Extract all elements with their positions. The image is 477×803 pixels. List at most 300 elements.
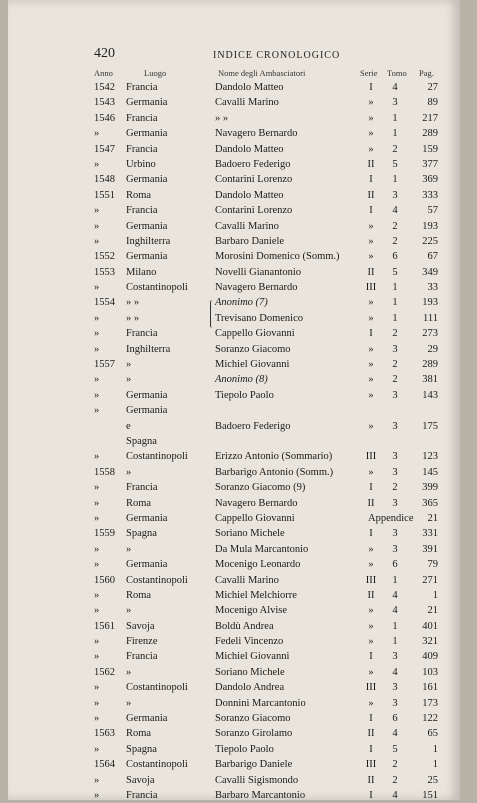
table-row (8, 126, 460, 141)
cell-amb: Soranzo Giacomo (215, 713, 291, 725)
cell-luogo: Germania (126, 251, 168, 263)
cell-tomo: 3 (392, 189, 398, 201)
cell-pag: 29 (427, 343, 438, 355)
cell-luogo: Costantinopoli (126, 282, 188, 294)
cell-tomo: 3 (392, 528, 398, 540)
book-page (8, 0, 460, 800)
cell-anno: » (94, 235, 100, 247)
cell-serie: I (369, 651, 373, 663)
cell-amb: Soriano Michele (215, 528, 285, 540)
cell-pag: 1 (432, 743, 438, 755)
cell-serie: I (369, 174, 373, 186)
cell-pag: 161 (422, 682, 438, 694)
cell-tomo: 1 (392, 574, 398, 586)
cell-anno: » (94, 589, 100, 601)
cell-serie: » (368, 466, 374, 478)
cell-luogo: Germania (126, 97, 168, 109)
cell-serie: » (368, 666, 374, 678)
cell-anno: » (94, 605, 100, 617)
table-row (8, 557, 460, 572)
cell-luogo: Germania (126, 174, 168, 186)
cell-luogo: Costantinopoli (126, 574, 188, 586)
cell-anno: 1542 (94, 82, 115, 93)
col-header-luogo: Luogo (144, 68, 167, 78)
cell-anno: » (94, 220, 100, 232)
cell-amb: Navagero Bernardo (215, 282, 298, 294)
cell-tomo: 2 (392, 774, 398, 786)
cell-tomo: 1 (392, 128, 398, 140)
cell-anno: » (94, 713, 100, 725)
cell-pag: 122 (422, 713, 438, 725)
cell-luogo: Francia (126, 143, 158, 155)
cell-amb: Barbarigo Daniele (215, 759, 293, 771)
table-row (8, 665, 460, 680)
cell-anno: 1558 (94, 466, 115, 478)
table-row (8, 542, 460, 557)
cell-anno: 1563 (94, 728, 115, 740)
cell-tomo: 5 (392, 266, 398, 278)
table-row (8, 757, 460, 772)
cell-anno: » (94, 497, 100, 509)
cell-anno: » (94, 697, 100, 709)
cell-amb: Cappello Giovanni (215, 512, 295, 524)
cell-amb: Navagero Bernardo (215, 128, 298, 140)
table-row (8, 480, 460, 495)
cell-amb: Badoero Federigo (215, 420, 291, 432)
cell-luogo: Francia (126, 112, 158, 124)
cell-pag: 111 (423, 312, 438, 324)
col-header-anno: Anno (94, 68, 113, 78)
cell-tomo: 3 (392, 651, 398, 663)
cell-luogo: Germania (126, 128, 168, 140)
cell-amb: Michiel Melchiorre (215, 589, 297, 601)
cell-anno: » (94, 343, 100, 355)
table-row (8, 573, 460, 588)
cell-pag: 159 (422, 143, 438, 155)
col-header-ambasciatori: Nome degli Ambasciatori (218, 68, 306, 78)
cell-luogo: Spagna (126, 528, 157, 540)
table-row (8, 203, 460, 218)
cell-amb: Badoero Federigo (215, 158, 291, 170)
cell-tomo: 3 (392, 466, 398, 478)
table-row (8, 234, 460, 249)
cell-pag: 401 (422, 620, 438, 632)
cell-luogo: Germania (126, 220, 168, 232)
cell-amb: Erizzo Antonio (Sommario) (215, 451, 333, 463)
cell-serie: » (368, 389, 374, 401)
cell-anno: 1554 (94, 297, 115, 309)
cell-serie: » (368, 420, 374, 432)
cell-amb: Dandolo Matteo (215, 82, 284, 93)
cell-luogo: Germania (126, 512, 168, 524)
cell-luogo: Urbino (126, 158, 156, 170)
cell-serie: » (368, 312, 374, 324)
cell-serie: » (368, 636, 374, 648)
cell-anno: 1547 (94, 143, 115, 155)
cell-luogo: Germania (126, 559, 168, 571)
table-row (8, 434, 460, 449)
table-row (8, 696, 460, 711)
table-row (8, 295, 460, 310)
cell-serie: I (369, 713, 373, 725)
cell-luogo: » (126, 359, 132, 371)
cell-serie: » (368, 97, 374, 109)
cell-serie: » (368, 343, 374, 355)
cell-amb: Tiepolo Paolo (215, 743, 274, 755)
cell-amb: Donnini Marcantonio (215, 697, 306, 709)
cell-anno: » (94, 328, 100, 340)
cell-amb: Anonimo (7) (215, 297, 268, 309)
cell-anno: 1559 (94, 528, 115, 540)
table-row (8, 357, 460, 372)
table-row (8, 619, 460, 634)
table-row (8, 496, 460, 511)
table-row (8, 142, 460, 157)
cell-luogo: Savoja (126, 620, 155, 632)
cell-luogo: Germania (126, 713, 168, 725)
cell-luogo: » (126, 697, 132, 709)
cell-pag: 21 (427, 512, 438, 524)
cell-serie: » (368, 235, 374, 247)
cell-tomo: 3 (392, 343, 398, 355)
page-number: 420 (94, 46, 115, 61)
cell-anno: 1561 (94, 620, 115, 632)
cell-anno: » (94, 405, 100, 417)
cell-luogo: Francia (126, 651, 158, 663)
cell-tomo: 2 (392, 374, 398, 386)
cell-luogo: » » (126, 297, 140, 309)
cell-luogo: Roma (126, 589, 152, 601)
cell-amb: Michiel Giovanni (215, 359, 290, 371)
cell-pag: 103 (422, 666, 438, 678)
cell-amb: Barbaro Daniele (215, 235, 285, 247)
cell-luogo: Costantinopoli (126, 451, 188, 463)
cell-amb: Cavalli Marino (215, 97, 279, 109)
cell-pag: 321 (422, 636, 438, 648)
cell-anno: » (94, 743, 100, 755)
cell-serie: » (368, 359, 374, 371)
cell-amb: Trevisano Domenico (215, 312, 303, 324)
table-row (8, 649, 460, 664)
cell-serie: I (369, 482, 373, 494)
cell-tomo: 4 (392, 666, 398, 678)
cell-pag: 369 (422, 174, 438, 186)
chronological-index-table (8, 80, 460, 803)
cell-tomo: 2 (392, 220, 398, 232)
cell-serie: » (368, 559, 374, 571)
cell-tomo: 3 (392, 697, 398, 709)
cell-anno: » (94, 128, 100, 140)
cell-anno: » (94, 374, 100, 386)
cell-serie: II (367, 589, 375, 601)
cell-luogo: » (126, 666, 132, 678)
table-row (8, 219, 460, 234)
cell-luogo: Firenze (126, 636, 158, 648)
cell-tomo: 1 (392, 174, 398, 186)
table-row (8, 403, 460, 418)
cell-anno: 1543 (94, 97, 115, 109)
cell-luogo: » (126, 374, 132, 386)
cell-pag: 57 (427, 205, 438, 217)
cell-tomo: 1 (392, 112, 398, 124)
cell-serie: » (368, 220, 374, 232)
cell-luogo: Germania (126, 405, 168, 417)
cell-pag: 193 (422, 220, 438, 232)
cell-pag: 143 (422, 389, 438, 401)
cell-luogo: Roma (126, 189, 152, 201)
cell-luogo: » (126, 543, 132, 555)
cell-tomo: 4 (392, 589, 398, 601)
table-row (8, 111, 460, 126)
cell-serie: » (368, 620, 374, 632)
cell-amb: Barbaro Marcantonio (215, 789, 306, 801)
cell-pag: 173 (422, 697, 438, 709)
cell-tomo: 3 (392, 682, 398, 694)
cell-tomo: 6 (392, 559, 398, 571)
cell-luogo: Francia (126, 82, 158, 93)
table-row (8, 588, 460, 603)
cell-tomo: 3 (392, 420, 398, 432)
cell-pag: 33 (427, 282, 438, 294)
cell-tomo: 2 (392, 482, 398, 494)
cell-serie: III (365, 574, 377, 586)
table-row (8, 742, 460, 757)
cell-luogo: Spagna (126, 743, 157, 755)
table-row (8, 372, 460, 387)
cell-tomo: 4 (392, 205, 398, 217)
table-row (8, 388, 460, 403)
cell-pag: 289 (422, 128, 438, 140)
cell-amb: Dandolo Andrea (215, 682, 285, 694)
cell-tomo: 6 (392, 251, 398, 263)
cell-serie: III (365, 682, 377, 694)
cell-tomo: 4 (392, 82, 398, 93)
cell-anno: 1553 (94, 266, 115, 278)
cell-tomo: 4 (392, 605, 398, 617)
table-row (8, 265, 460, 280)
cell-luogo: Costantinopoli (126, 682, 188, 694)
cell-serie: » (368, 297, 374, 309)
cell-serie: II (367, 728, 375, 740)
cell-amb: Soriano Michele (215, 666, 285, 678)
cell-luogo: Francia (126, 482, 158, 494)
cell-amb: Cavalli Marino (215, 220, 279, 232)
cell-anno: » (94, 789, 100, 801)
cell-tomo: 3 (392, 451, 398, 463)
cell-pag: 27 (427, 82, 438, 93)
cell-tomo: 2 (392, 235, 398, 247)
cell-serie: III (365, 759, 377, 771)
cell-amb: Soranzo Giacomo (215, 343, 291, 355)
cell-pag: 175 (422, 420, 438, 432)
cell-luogo: Spagna (126, 435, 157, 447)
cell-serie: » (368, 543, 374, 555)
cell-luogo: Roma (126, 728, 152, 740)
table-row (8, 188, 460, 203)
cell-pag: 377 (422, 158, 438, 170)
cell-anno: » (94, 543, 100, 555)
cell-amb: Cavalli Marino (215, 574, 279, 586)
cell-amb: Contarini Lorenzo (215, 205, 293, 217)
col-header-serie: Serie (360, 68, 378, 78)
cell-tomo: 3 (392, 97, 398, 109)
cell-serie: » (368, 251, 374, 263)
cell-tomo: 5 (392, 158, 398, 170)
cell-amb: Contarini Lorenzo (215, 174, 293, 186)
cell-tomo: 3 (392, 543, 398, 555)
table-row (8, 95, 460, 110)
cell-pag: 399 (422, 482, 438, 494)
cell-tomo: 3 (392, 389, 398, 401)
cell-luogo: » (126, 466, 132, 478)
cell-serie: II (367, 774, 375, 786)
cell-amb: Michiel Giovanni (215, 651, 290, 663)
cell-serie: I (369, 789, 373, 801)
running-head: INDICE CRONOLOGICO (213, 50, 341, 61)
cell-pag: 217 (422, 112, 438, 124)
table-row (8, 773, 460, 788)
table-row (8, 249, 460, 264)
cell-amb: Anonimo (8) (215, 374, 268, 386)
cell-amb: Fedeli Vincenzo (215, 636, 284, 648)
cell-pag: 391 (422, 543, 438, 555)
cell-anno: 1560 (94, 574, 115, 586)
cell-serie: III (365, 282, 377, 294)
cell-luogo: Costantinopoli (126, 759, 188, 771)
cell-amb: Dandolo Matteo (215, 189, 284, 201)
cell-luogo: e (126, 420, 131, 432)
cell-pag: 21 (427, 605, 438, 617)
cell-anno: 1548 (94, 174, 115, 186)
cell-tomo: 1 (392, 297, 398, 309)
cell-anno: » (94, 389, 100, 401)
cell-luogo: Germania (126, 389, 168, 401)
cell-luogo: Milano (126, 266, 157, 278)
table-row (8, 726, 460, 741)
cell-anno: » (94, 682, 100, 694)
cell-pag: 365 (422, 497, 438, 509)
cell-luogo: Francia (126, 205, 158, 217)
cell-pag: 409 (422, 651, 438, 663)
cell-tomo: 4 (392, 789, 398, 801)
cell-anno: » (94, 774, 100, 786)
cell-luogo: Roma (126, 497, 152, 509)
cell-pag: 25 (427, 774, 438, 786)
cell-serie: I (369, 528, 373, 540)
cell-anno: 1564 (94, 759, 115, 771)
cell-serie: I (369, 328, 373, 340)
table-row (8, 465, 460, 480)
cell-luogo: Savoja (126, 774, 155, 786)
cell-anno: » (94, 482, 100, 494)
cell-appendice: Appendice (368, 512, 414, 524)
cell-serie: » (368, 697, 374, 709)
table-row (8, 80, 460, 95)
table-row (8, 326, 460, 341)
cell-anno: » (94, 312, 100, 324)
cell-amb: Boldù Andrea (215, 620, 274, 632)
cell-pag: 79 (427, 559, 438, 571)
cell-tomo: 2 (392, 359, 398, 371)
cell-amb: Novelli Gianantonio (215, 266, 302, 278)
cell-luogo: Inghilterra (126, 343, 171, 355)
cell-amb: Soranzo Girolamo (215, 728, 293, 740)
cell-anno: » (94, 651, 100, 663)
table-row (8, 634, 460, 649)
cell-serie: II (367, 158, 375, 170)
cell-tomo: 5 (392, 743, 398, 755)
cell-amb: Soranzo Giacomo (9) (215, 482, 306, 494)
cell-pag: 333 (422, 189, 438, 201)
cell-anno: 1562 (94, 666, 115, 678)
cell-pag: 289 (422, 359, 438, 371)
cell-amb: Navagero Bernardo (215, 497, 298, 509)
cell-serie: II (367, 497, 375, 509)
cell-serie: III (365, 451, 377, 463)
cell-anno: 1557 (94, 359, 115, 371)
cell-luogo: Francia (126, 328, 158, 340)
table-row (8, 280, 460, 295)
cell-serie: » (368, 374, 374, 386)
cell-amb: Dandolo Matteo (215, 143, 284, 155)
table-row (8, 788, 460, 803)
table-row (8, 449, 460, 464)
cell-amb: Da Mula Marcantonio (215, 543, 309, 555)
cell-anno: 1546 (94, 112, 115, 124)
table-row (8, 311, 460, 326)
cell-anno: » (94, 512, 100, 524)
cell-tomo: 6 (392, 713, 398, 725)
cell-anno: » (94, 205, 100, 217)
cell-anno: » (94, 636, 100, 648)
table-row (8, 711, 460, 726)
cell-serie: I (369, 743, 373, 755)
cell-amb: » » (215, 112, 229, 124)
cell-pag: 349 (422, 266, 438, 278)
cell-serie: II (367, 266, 375, 278)
cell-pag: 89 (427, 97, 438, 109)
cell-serie: » (368, 128, 374, 140)
cell-anno: » (94, 451, 100, 463)
cell-luogo: Inghilterra (126, 235, 171, 247)
table-row (8, 511, 460, 526)
cell-luogo: » » (126, 312, 140, 324)
table-row (8, 172, 460, 187)
cell-serie: » (368, 143, 374, 155)
cell-amb: Mocenigo Alvise (215, 605, 288, 617)
table-row (8, 157, 460, 172)
cell-tomo: 3 (392, 497, 398, 509)
cell-tomo: 1 (392, 312, 398, 324)
cell-pag: 271 (422, 574, 438, 586)
cell-serie: » (368, 605, 374, 617)
cell-amb: Tiepolo Paolo (215, 389, 274, 401)
cell-pag: 65 (427, 728, 438, 740)
cell-pag: 225 (422, 235, 438, 247)
cell-pag: 123 (422, 451, 438, 463)
cell-serie: » (368, 112, 374, 124)
cell-tomo: 1 (392, 620, 398, 632)
table-row (8, 680, 460, 695)
cell-serie: I (369, 82, 373, 93)
cell-serie: I (369, 205, 373, 217)
cell-tomo: 2 (392, 759, 398, 771)
cell-tomo: 2 (392, 143, 398, 155)
cell-anno: » (94, 282, 100, 294)
cell-pag: 1 (432, 589, 438, 601)
cell-pag: 381 (422, 374, 438, 386)
table-row (8, 603, 460, 618)
